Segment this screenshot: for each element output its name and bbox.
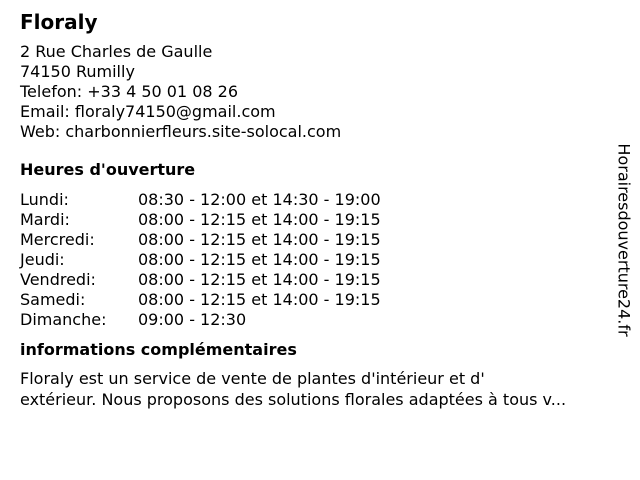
description — [20, 368, 610, 410]
hours-row-friday — [20, 270, 610, 290]
hours-row-saturday — [20, 290, 610, 310]
web-line: Web: charbonnierfleurs.site-solocal.com — [20, 122, 342, 141]
day-times: 08:00 - 12:15 et 14:00 - 19:15 — [138, 230, 381, 249]
day-label: Mercredi: — [20, 230, 95, 249]
phone-line: Telefon: +33 4 50 01 08 26 — [20, 82, 239, 101]
site-watermark: Horairesdouverture24.fr — [614, 143, 634, 337]
hours-row-monday — [20, 190, 610, 210]
contact-block — [20, 42, 610, 142]
hours-row-wednesday — [20, 230, 610, 250]
info-heading: informations complémentaires — [20, 340, 297, 359]
day-label: Jeudi: — [20, 250, 65, 269]
hours-table — [20, 190, 610, 330]
day-label: Vendredi: — [20, 270, 96, 289]
hours-row-thursday — [20, 250, 610, 270]
business-name: Floraly — [20, 10, 98, 34]
description-line: extérieur. Nous proposons des solutions florales adaptées à tous v... — [20, 390, 567, 409]
hours-row-sunday — [20, 310, 610, 330]
day-times: 09:00 - 12:30 — [138, 310, 247, 329]
business-card — [20, 10, 610, 410]
day-times: 08:00 - 12:15 et 14:00 - 19:15 — [138, 290, 381, 309]
day-label: Dimanche: — [20, 310, 107, 329]
day-times: 08:30 - 12:00 et 14:30 - 19:00 — [138, 190, 381, 209]
day-times: 08:00 - 12:15 et 14:00 - 19:15 — [138, 250, 381, 269]
address-city: 74150 Rumilly — [20, 62, 135, 81]
email-line: Email: floraly74150@gmail.com — [20, 102, 276, 121]
day-label: Samedi: — [20, 290, 86, 309]
day-label: Lundi: — [20, 190, 69, 209]
day-label: Mardi: — [20, 210, 70, 229]
description-line: Floraly est un service de vente de plantes d'intérieur et d' — [20, 369, 485, 388]
day-times: 08:00 - 12:15 et 14:00 - 19:15 — [138, 210, 381, 229]
hours-heading: Heures d'ouverture — [20, 160, 196, 179]
address-street: 2 Rue Charles de Gaulle — [20, 42, 213, 61]
hours-row-tuesday — [20, 210, 610, 230]
day-times: 08:00 - 12:15 et 14:00 - 19:15 — [138, 270, 381, 289]
